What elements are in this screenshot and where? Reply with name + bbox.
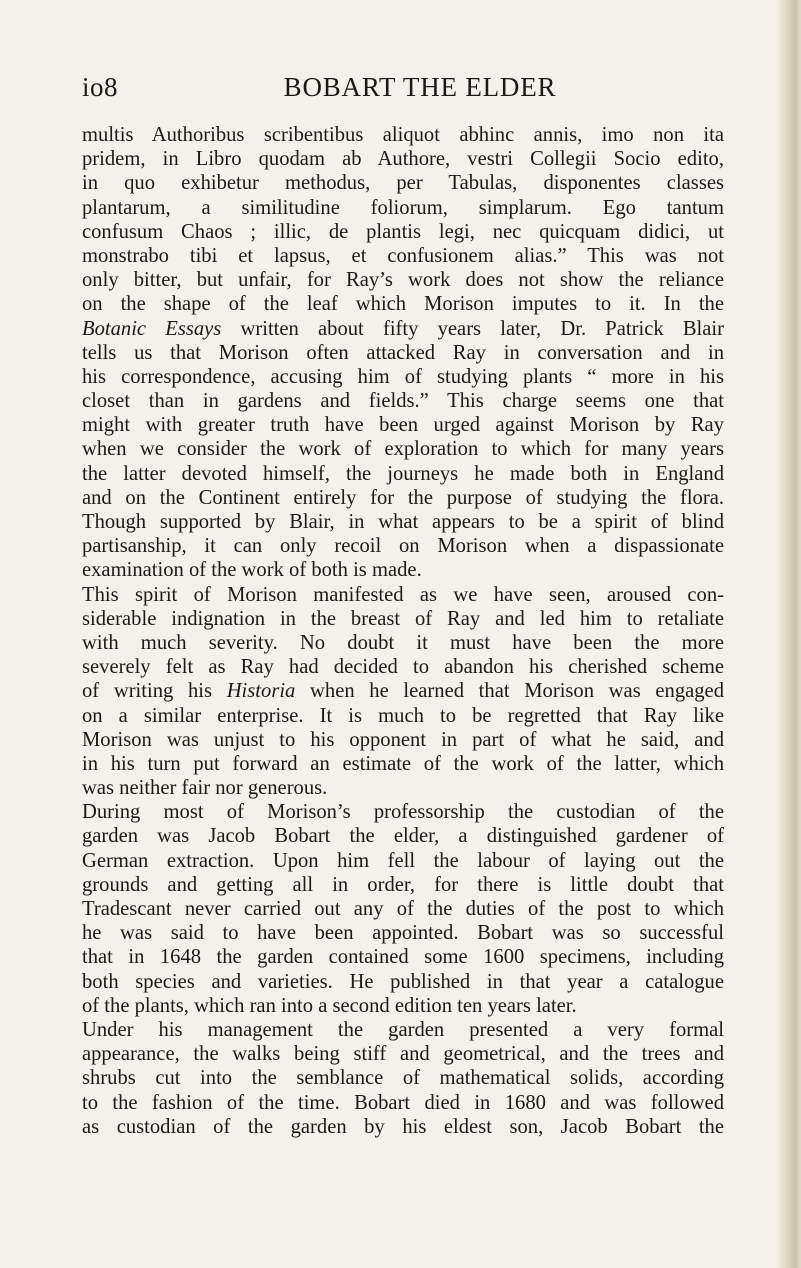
text-line: as custodian of the garden by his eldest son, Jacob Bobart the xyxy=(82,1115,724,1138)
text-line: his correspondence, accusing him of studying plants “ more in his xyxy=(82,365,724,388)
text-line: he was said to have been appointed. Bobart was so successful xyxy=(82,922,724,945)
text-line: in quo exhibetur methodus, per Tabulas, disponentes classes xyxy=(82,172,724,195)
text-line: Under his management the garden presented a very formal xyxy=(82,1018,724,1041)
text-line: plantarum, a similitudine foliorum, simplarum. Ego tantum xyxy=(82,196,724,219)
text-line: when we consider the work of exploration to which for many years xyxy=(82,438,724,461)
text-line: partisanship, it can only recoil on Morison when a dispassionate xyxy=(82,535,724,558)
text-line: closet than in gardens and fields.” This charge seems one that xyxy=(82,390,724,413)
text-line: German extraction. Upon him fell the labour of laying out the xyxy=(82,849,724,872)
text-line: both species and varieties. He published in that year a catalogue xyxy=(82,970,724,993)
text-line: and on the Continent entirely for the purpose of studying the flora. xyxy=(82,486,724,509)
italic-title: Historia xyxy=(226,680,296,703)
text-line: that in 1648 the garden contained some 1600 specimens, including xyxy=(82,946,724,969)
text-line: might with greater truth have been urged against Morison by Ray xyxy=(82,414,724,437)
text-line: grounds and getting all in order, for there is little doubt that xyxy=(82,873,724,896)
text-line: shrubs cut into the semblance of mathematical solids, according xyxy=(82,1067,724,1090)
text-line: tells us that Morison often attacked Ray in conversation and in xyxy=(82,341,724,364)
text-line: garden was Jacob Bobart the elder, a distinguished gardener of xyxy=(82,825,724,848)
text-line: This spirit of Morison manifested as we have seen, aroused con- xyxy=(82,583,724,606)
text-line: of the plants, which ran into a second edition ten years later. xyxy=(82,994,577,1017)
text-line: confusum Chaos ; illic, de plantis legi, nec quicquam didici, ut xyxy=(82,220,724,243)
text-line: Tradescant never carried out any of the duties of the post to which xyxy=(82,898,724,920)
text-line: multis Authoribus scribentibus aliquot abhinc annis, imo non ita xyxy=(82,124,724,146)
text-line: the latter devoted himself, the journeys he made both in England xyxy=(82,462,724,485)
page-edge-shadow xyxy=(779,0,801,1268)
text-line: severely felt as Ray had decided to abandon his cherished scheme xyxy=(82,656,724,679)
text-line: Morison was unjust to his opponent in part of what he said, and xyxy=(82,728,724,751)
running-head: BOBART THE ELDER xyxy=(283,72,557,102)
text-line: of writing his Historia when he learned that Morison was engaged xyxy=(82,680,724,703)
text-line: to the fashion of the time. Bobart died in 1680 and was followed xyxy=(82,1091,724,1114)
text-line: appearance, the walks being stiff and geometrical, and the trees and xyxy=(82,1043,724,1066)
text-line: only bitter, but unfair, for Ray’s work does not show the reliance xyxy=(82,269,724,292)
body-text xyxy=(82,123,724,1139)
text-line: with much severity. No doubt it must have been the more xyxy=(82,631,724,654)
text-line: on the shape of the leaf which Morison imputes to it. In the xyxy=(82,293,724,316)
page-header xyxy=(82,72,722,112)
text-line: Botanic Essays written about fifty years later, Dr. Patrick Blair xyxy=(82,317,724,340)
text-line: During most of Morison’s professorship the custodian of the xyxy=(82,801,724,824)
text-line: pridem, in Libro quodam ab Authore, vestri Collegii Socio edito, xyxy=(82,148,724,171)
text-line: Though supported by Blair, in what appears to be a spirit of blind xyxy=(82,511,724,533)
text-line: siderable indignation in the breast of Ray and led him to retaliate xyxy=(82,607,724,630)
italic-title: Botanic Essays xyxy=(82,317,222,340)
page-number: io8 xyxy=(82,72,119,102)
text-line: examination of the work of both is made. xyxy=(82,559,422,582)
text-line: was neither fair nor generous. xyxy=(82,777,328,800)
text-line: monstrabo tibi et lapsus, et confusionem alias.” This was not xyxy=(82,244,724,267)
text-line: on a similar enterprise. It is much to be regretted that Ray like xyxy=(82,704,724,727)
text-line: in his turn put forward an estimate of the work of the latter, which xyxy=(82,752,724,775)
